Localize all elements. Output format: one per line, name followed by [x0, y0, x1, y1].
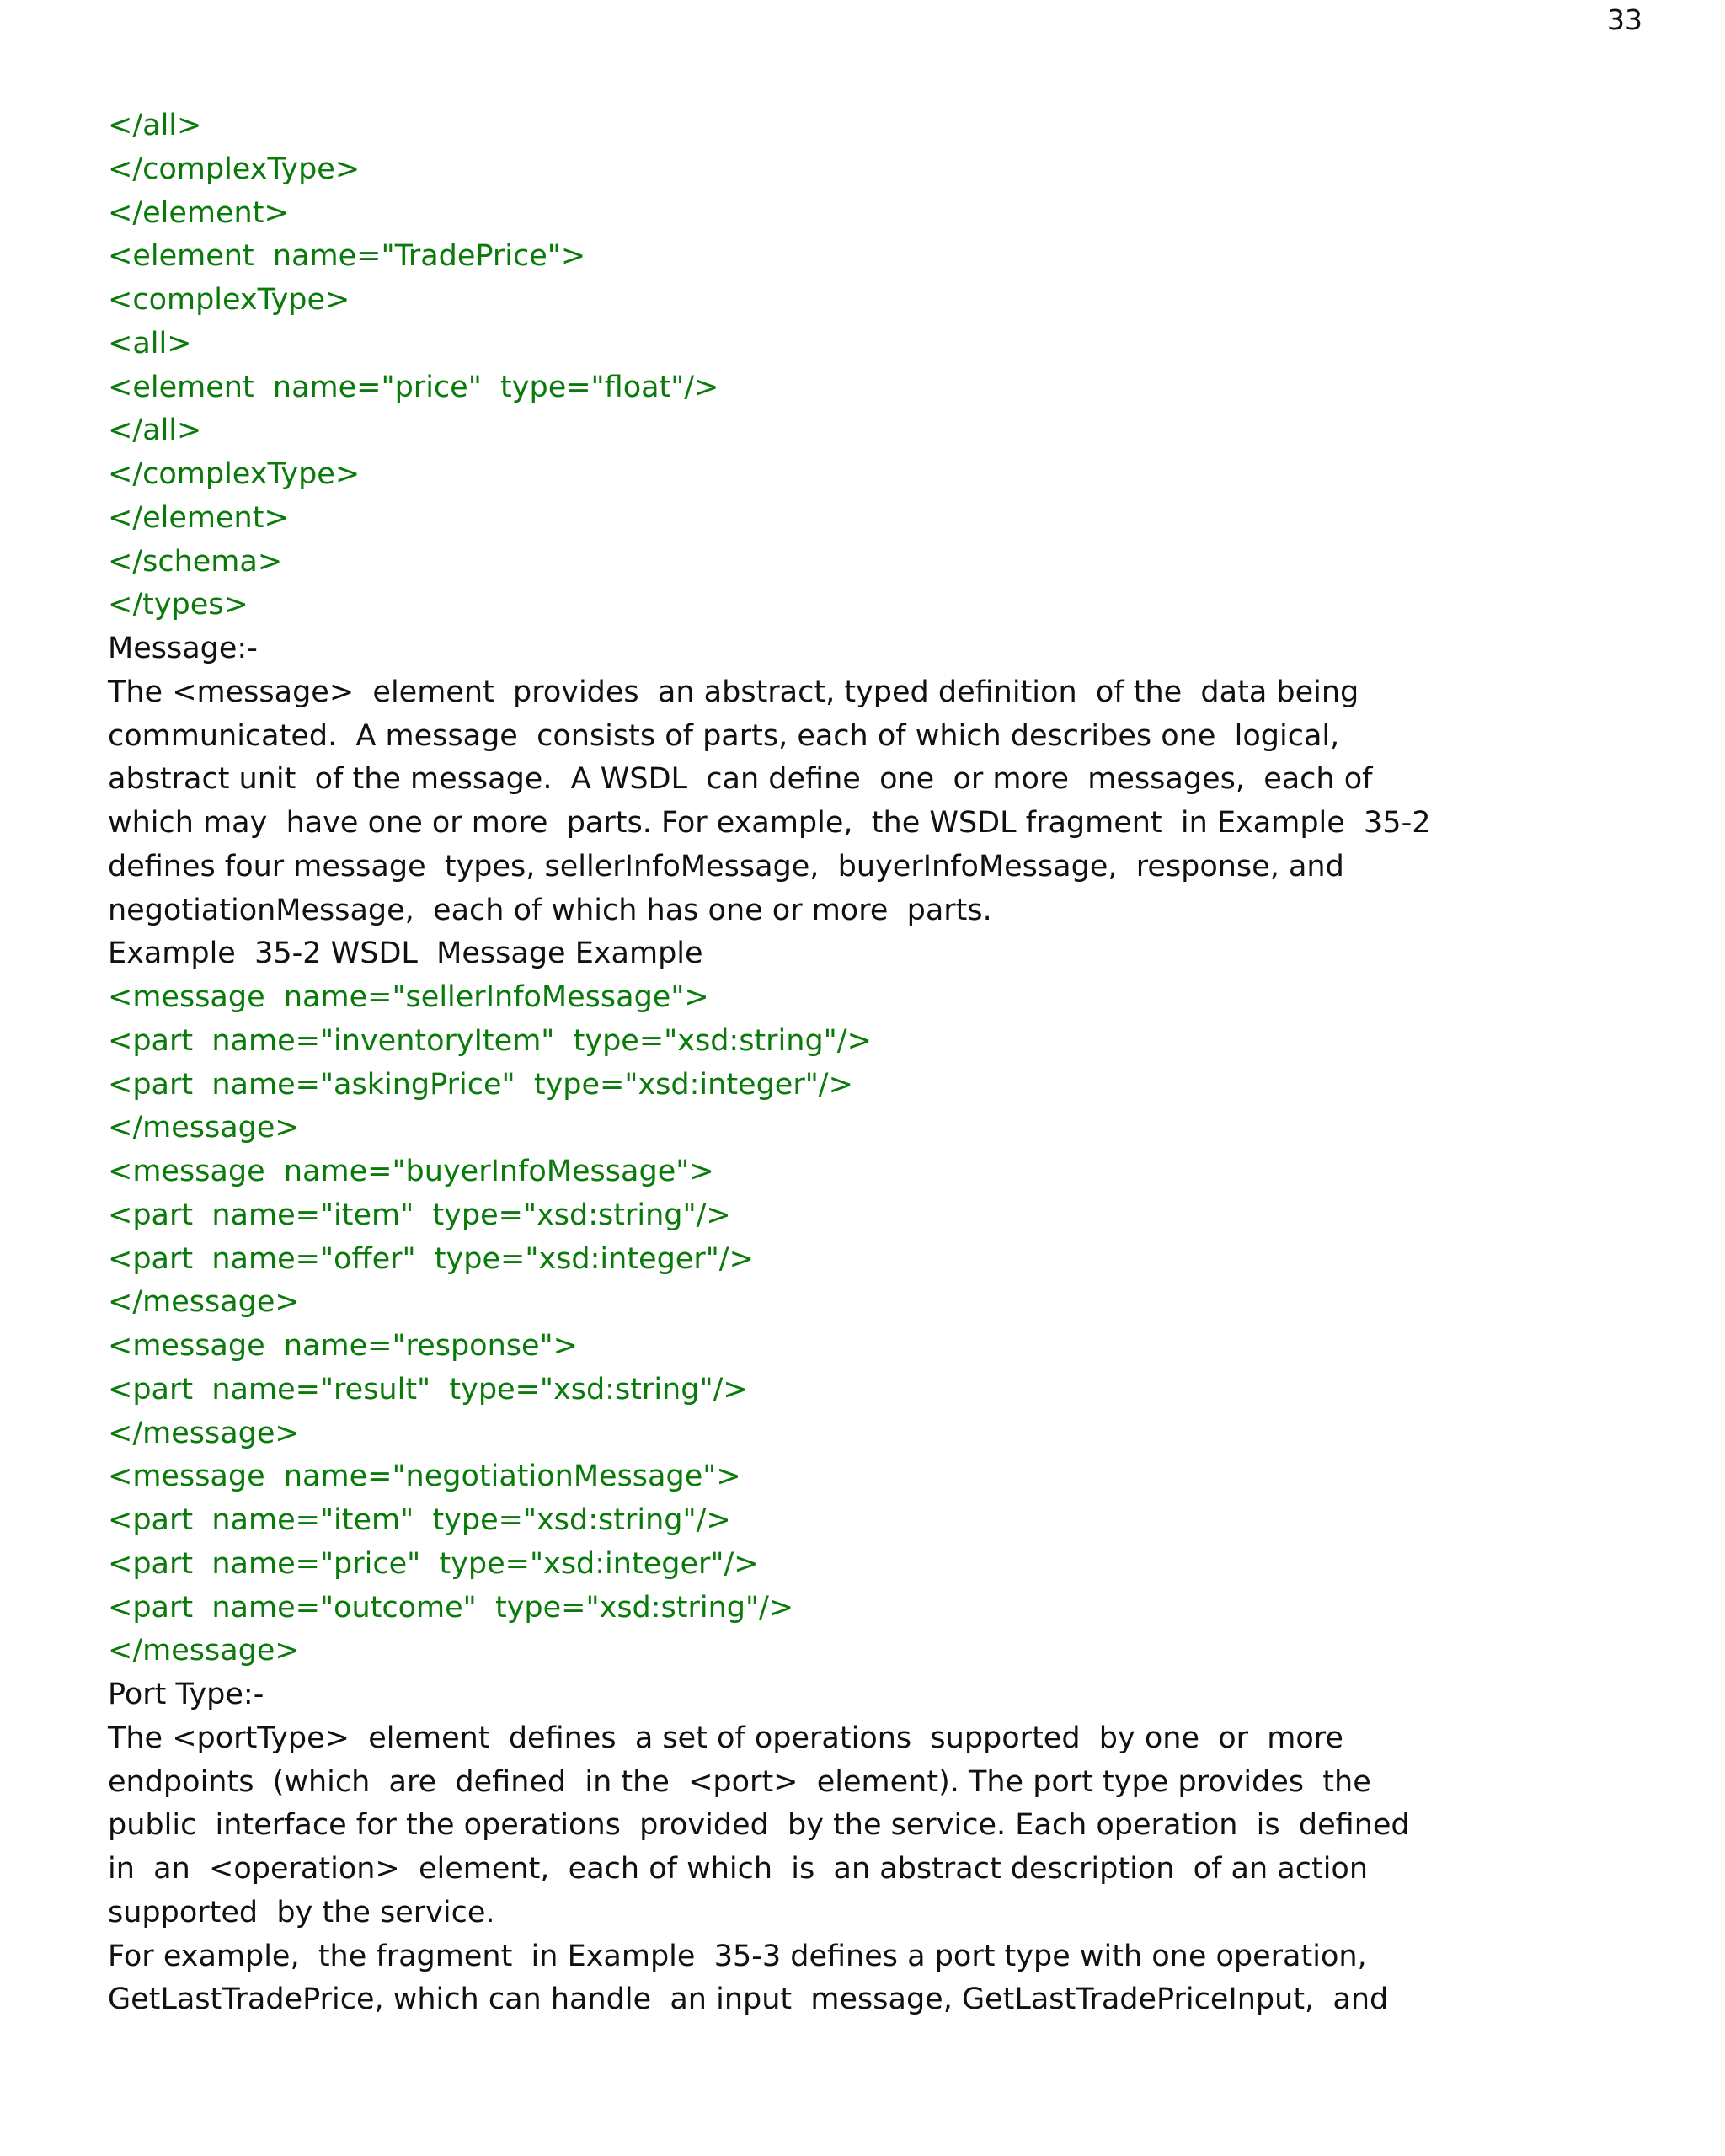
code-line: </complexType>	[108, 152, 360, 186]
code-line: <message name="response">	[108, 1329, 578, 1363]
code-line: <complexType>	[108, 283, 350, 317]
code-line: <element name="price" type="float"/>	[108, 370, 719, 404]
code-line: <message name="sellerInfoMessage">	[108, 980, 709, 1014]
code-line: <message name="buyerInfoMessage">	[108, 1155, 714, 1188]
code-line: </all>	[108, 109, 202, 142]
text-line: communicated. A message consists of parts, each of which describes one logical,	[108, 718, 1340, 753]
text-line: supported by the service.	[108, 1895, 495, 1929]
code-line: </complexType>	[108, 457, 360, 491]
text-line: Message:-	[108, 632, 258, 665]
code-line: </element>	[108, 500, 289, 535]
text-line: in an <operation> element, each of which is an abstract description of an action	[108, 1852, 1369, 1886]
code-line: </message>	[108, 1416, 300, 1450]
code-line: <part name="result" type="xsd:string"/>	[108, 1372, 748, 1406]
text-line: GetLastTradePrice, which can handle an input message, GetLastTradePriceInput, and	[108, 1983, 1389, 2017]
code-line: <part name="item" type="xsd:string"/>	[108, 1503, 731, 1537]
code-line: </message>	[108, 1111, 300, 1145]
text-line: defines four message types, sellerInfoMessage, buyerInfoMessage, response, and	[108, 849, 1344, 883]
text-line: For example, the fragment in Example 35-3 defines a port type with one operation,	[108, 1939, 1367, 1973]
code-line: </types>	[108, 588, 248, 622]
code-line: <part name="outcome" type="xsd:string"/>	[108, 1590, 794, 1625]
code-line: </all>	[108, 414, 202, 448]
code-line: <part name="item" type="xsd:string"/>	[108, 1198, 731, 1232]
document-body	[108, 104, 1624, 2022]
code-line: </schema>	[108, 544, 283, 579]
text-line: public interface for the operations provided by the service. Each operation is defined	[108, 1808, 1410, 1843]
text-line: The <message> element provides an abstract, typed definition of the data being	[108, 675, 1359, 709]
code-line: <part name="inventoryItem" type="xsd:string"/>	[108, 1023, 872, 1058]
text-line: Example 35-2 WSDL Message Example	[108, 937, 703, 971]
code-line: <element name="TradePrice">	[108, 239, 586, 274]
text-line: abstract unit of the message. A WSDL can define one or more messages, each of	[108, 762, 1373, 797]
code-line: </element>	[108, 195, 289, 230]
text-line: The <portType> element defines a set of operations supported by one or more	[108, 1721, 1343, 1755]
text-line: which may have one or more parts. For example, the WSDL fragment in Example 35-2	[108, 806, 1431, 840]
code-line: <all>	[108, 326, 192, 360]
text-line: Port Type:-	[108, 1678, 264, 1711]
text-line: endpoints (which are defined in the <port> element). The port type provides the	[108, 1764, 1371, 1799]
code-line: <message name="negotiationMessage">	[108, 1460, 741, 1494]
code-line: <part name="askingPrice" type="xsd:integer"/>	[108, 1067, 853, 1102]
code-line: </message>	[108, 1634, 300, 1668]
code-line: </message>	[108, 1285, 300, 1320]
text-line: negotiationMessage, each of which has one or more parts.	[108, 893, 992, 927]
page-number: 33	[1607, 3, 1642, 36]
code-line: <part name="price" type="xsd:integer"/>	[108, 1546, 759, 1581]
code-line: <part name="offer" type="xsd:integer"/>	[108, 1241, 754, 1276]
